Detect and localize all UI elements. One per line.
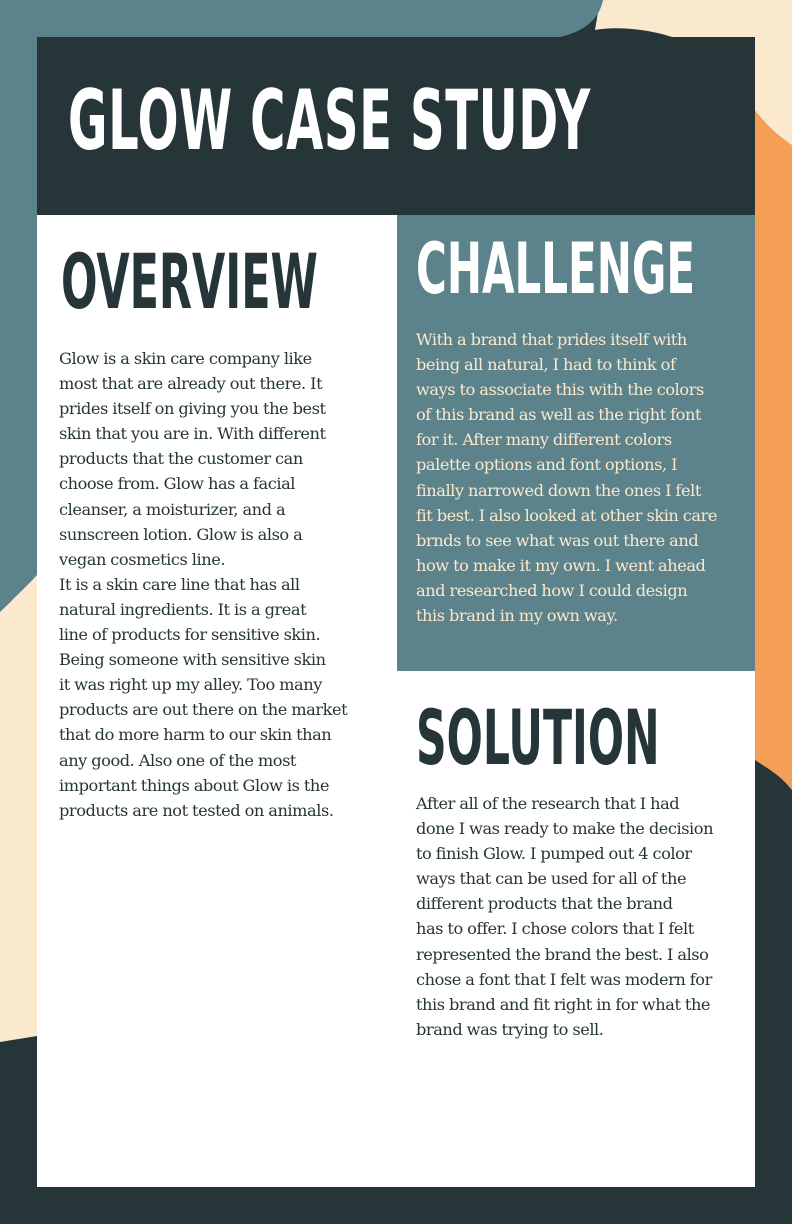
title-banner: [37, 37, 755, 215]
challenge-panel: [397, 215, 755, 671]
solution-text: After all of the research that I had done I was ready to make the decision to finish Glow. I pumped out 4 color ways that can be used for all of the different products that the brand has to offer. I chose colors that I felt represented the brand the best. I also chose a font that I felt was modern for this brand and fit right in for what the brand was trying to sell.: [416, 794, 714, 1039]
overview-heading: OVERVIEW: [61, 237, 318, 326]
challenge-heading: CHALLENGE: [416, 228, 696, 310]
page-title: GLOW CASE STUDY: [68, 72, 591, 169]
cream-shape-left: [0, 575, 37, 1042]
challenge-text: With a brand that prides itself with being all natural, I had to think of ways to associate this with the colors of this brand as well as the right font for it. After many different colors palette options and font options, I finally narrowed down the ones I felt fit best. I also looked at other skin care brnds to see what was out there and how to make it my own. I went ahead and researched how I could design this brand in my own way.: [416, 330, 718, 626]
solution-heading: SOLUTION: [416, 693, 660, 782]
content-card: [37, 37, 755, 1187]
overview-text: Glow is a skin care company like most that are already out there. It prides itself on giving you the best skin that you are in. With different products that the customer can choose from. Glow has a facial cleanser, a moisturizer, and a sunscreen lotion. Glow is also a vegan cosmetics line. It is a skin care line that has all natural ingredients. It is a great line of products for sensitive skin. Being someone with sensitive skin it was right up my alley. Too many products are out there on the market that do more harm to our skin than any good. Also one of the most important things about Glow is the products are not tested on animals.: [59, 349, 348, 820]
orange-shape-right: [755, 110, 792, 790]
